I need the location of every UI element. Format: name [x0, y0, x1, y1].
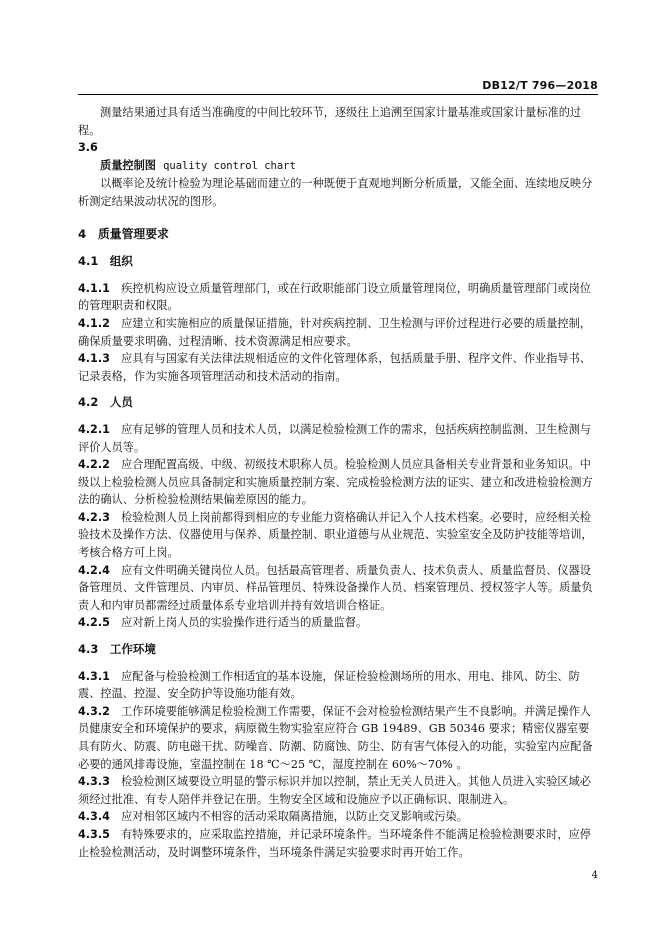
clause-4-1-3 — [78, 350, 598, 385]
clause-4-2-2 — [78, 456, 598, 509]
clause-text: 应有足够的管理人员和技术人员，以满足检验检测工作的需求，包括疾病控制监测、卫生检测与评价人员等。 — [78, 422, 591, 454]
clause-number: 4.3.4 — [78, 810, 110, 824]
clause-4-3-3 — [78, 773, 598, 808]
clause-text: 工作环境要能够满足检验检测工作需要，保证不会对检验检测结果产生不良影响。并满足操作人员健康安全和环境保护的要求，病原微生物实验室应符合 GB 19489、GB 50346 要求；精密仪器室要具有防火、防震、防电磁干扰、防噪音、防潮、防腐蚀、防尘、防有害气体侵入的功能，实验室内应配备必要的通风排毒设施，室温控制在 18 ℃～25 ℃，湿度控制在 60%～70% 。 — [78, 704, 593, 771]
clause-text: 检验检测区域要设立明显的警示标识并加以控制，禁止无关人员进入。其他人员进入实验区域必须经过批准、有专人陪伴并登记在册。生物安全区域和设施应予以正确标识、限制进入。 — [78, 775, 591, 806]
clause-4-3-2 — [78, 703, 598, 773]
clause-number: 4.1.2 — [78, 316, 110, 330]
clause-number: 4.3.1 — [78, 669, 110, 683]
document-body — [78, 104, 598, 861]
clause-number: 4.2.4 — [78, 563, 110, 577]
term-zh: 质量控制图 — [100, 158, 156, 172]
term-en: quality control chart — [163, 159, 296, 172]
clause-number: 4.2.3 — [78, 510, 110, 524]
clause-number: 4.3.3 — [78, 775, 110, 789]
clause-number: 4.2.5 — [78, 616, 110, 630]
section-4-1-heading: 4.1 组织 — [78, 254, 133, 269]
clause-4-2-4 — [78, 562, 598, 615]
definition-number — [78, 139, 598, 157]
section-4-2-heading: 4.2 人员 — [78, 395, 133, 410]
clause-text: 应配备与检验检测工作相适宜的基本设施，保证检验检测场所的用水、用电、排风、防尘、防震、控温、控湿、安全防护等设施功能有效。 — [78, 669, 580, 701]
page-number: 4 — [591, 870, 598, 881]
clause-text: 应对新上岗人员的实验操作进行适当的质量监督。 — [121, 616, 368, 630]
clause-text: 应合理配置高级、中级、初级技术职称人员。检验检测人员应具备相关专业背景和业务知识。中级以上检验检测人员应具备制定和实施质量控制方案、完成检验检测方法的证实、建立和改进检验检测方法的确认、分析检验检测结果偏差原因的能力。 — [78, 458, 593, 507]
section-4-3-heading: 4.3 工作环境 — [78, 642, 156, 657]
clause-4-3-5 — [78, 826, 598, 861]
clause-4-1-1 — [78, 280, 598, 315]
clause-text: 检验检测人员上岗前都得到相应的专业能力资格确认并记入个人技术档案。必要时，应经相关检验技术及操作方法、仪器使用与保养、质量控制、职业道德与从业规范、实验室安全及防护技能等培训，考核合格方可上岗。 — [78, 510, 593, 560]
clause-text: 应建立和实施相应的质量保证措施，针对疾病控制、卫生检测与评价过程进行必要的质量控制，确保质量要求明确、过程清晰、技术资源满足相应要求。 — [78, 316, 591, 348]
clause-number: 4.2.1 — [78, 422, 110, 436]
definition-term — [78, 157, 598, 176]
clause-number: 4.3.2 — [78, 704, 110, 718]
clause-text: 疾控机构应设立质量管理部门，或在行政职能部门设立质量管理岗位，明确质量管理部门或岗位的管理职责和权限。 — [78, 281, 591, 313]
clause-number: 4.2.2 — [78, 458, 110, 472]
clause-number: 4.1.1 — [78, 281, 110, 295]
clause-text: 应具有与国家有关法律法规相适应的文件化管理体系，包括质量手册、程序文件、作业指导书、记录表格，作为实施各项管理活动和技术活动的指南。 — [78, 352, 591, 383]
clause-number: 4.3.5 — [78, 827, 110, 841]
def-3-6-number: 3.6 — [78, 141, 98, 155]
clause-4-1-2 — [78, 315, 598, 350]
clause-text: 应对相邻区域内不相容的活动采取隔离措施，以防止交叉影响或污染。 — [121, 810, 468, 824]
definition-text: 以概率论及统计检验为理论基础而建立的一种既便于直观地判断分析质量，又能全面、连续地反映分析测定结果波动状况的图形。 — [78, 177, 593, 208]
clause-number: 4.1.3 — [78, 352, 110, 366]
clause-4-2-5 — [78, 614, 598, 632]
clause-4-2-1 — [78, 421, 598, 456]
section-4-heading: 4 质量管理要求 — [78, 226, 169, 241]
continued-text: 测量结果通过具有适当准确度的中间比较环节，逐级往上追溯至国家计量基准或国家计量标准的过程。 — [78, 106, 582, 137]
header-rule — [78, 94, 598, 95]
clause-text: 有特殊要求的，应采取监控措施，并记录环境条件。当环境条件不能满足检验检测要求时，应停止检验检测活动，及时调整环境条件，当环境条件满足实验要求时再开始工作。 — [78, 827, 591, 859]
standard-number: DB12/T 796—2018 — [482, 79, 598, 92]
clause-text: 应有文件明确关键岗位人员。包括最高管理者、质量负责人、技术负责人、质量监督员、仪器设备管理员、文件管理员、内审员、样品管理员、特殊设备操作人员、档案管理员、授权签字人等。质量负责人和内审员都需经过质量体系专业培训并持有效培训合格证。 — [78, 563, 593, 612]
clause-4-3-4 — [78, 808, 598, 826]
clause-4-2-3 — [78, 509, 598, 562]
clause-4-3-1 — [78, 668, 598, 703]
